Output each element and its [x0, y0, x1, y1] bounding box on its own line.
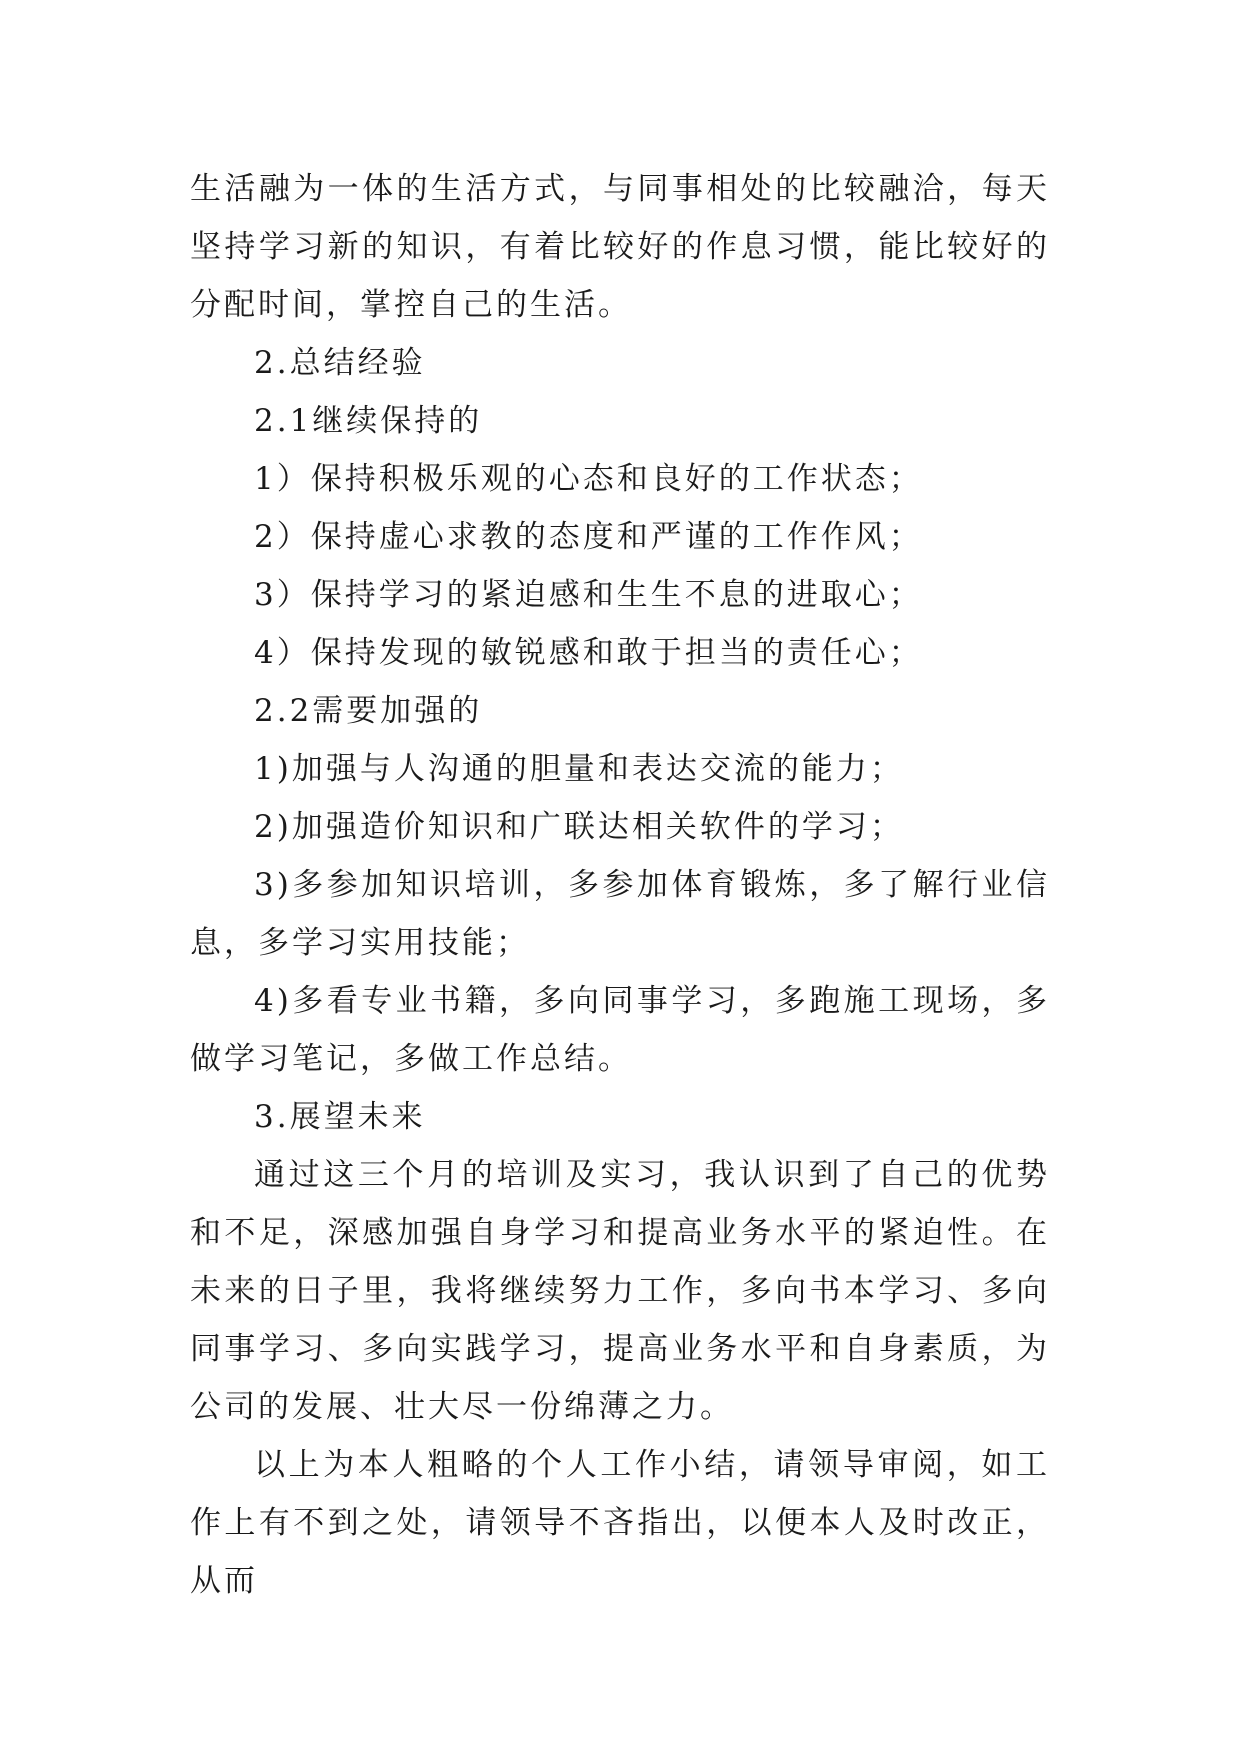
list-item-improve-2: 2)加强造价知识和广联达相关软件的学习； [254, 809, 904, 845]
subsection-heading-improve: 2.2需要加强的 [254, 693, 483, 729]
document-body [190, 160, 1050, 1610]
paragraph-closing: 以上为本人粗略的个人工作小结，请领导审阅，如工作上有不到之处，请领导不吝指出，以便本人及时改正，从而 [190, 1447, 1050, 1599]
subsection-heading-keep: 2.1继续保持的 [254, 403, 483, 439]
list-item-improve-4: 4)多看专业书籍，多向同事学习，多跑施工现场，多做学习笔记，多做工作总结。 [190, 983, 1050, 1077]
list-item-keep-3: 3）保持学习的紧迫感和生生不息的进取心； [254, 577, 923, 613]
list-item-improve-3: 3)多参加知识培训，多参加体育锻炼，多了解行业信息，多学习实用技能； [190, 867, 1050, 961]
section-heading-summary: 2.总结经验 [254, 345, 426, 381]
list-item-keep-2: 2）保持虚心求教的态度和严谨的工作作风； [254, 519, 923, 555]
list-item-keep-4: 4）保持发现的敏锐感和敢于担当的责任心； [254, 635, 923, 671]
section-heading-outlook: 3.展望未来 [254, 1099, 426, 1135]
paragraph-outlook: 通过这三个月的培训及实习，我认识到了自己的优势和不足，深感加强自身学习和提高业务水平的紧迫性。在未来的日子里，我将继续努力工作，多向书本学习、多向同事学习、多向实践学习，提高业务水平和自身素质，为公司的发展、壮大尽一份绵薄之力。 [190, 1157, 1050, 1425]
list-item-keep-1: 1）保持积极乐观的心态和良好的工作状态； [254, 461, 923, 497]
paragraph-continuation: 生活融为一体的生活方式，与同事相处的比较融洽，每天坚持学习新的知识，有着比较好的作息习惯，能比较好的分配时间，掌控自己的生活。 [190, 171, 1050, 323]
list-item-improve-1: 1)加强与人沟通的胆量和表达交流的能力； [254, 751, 904, 787]
